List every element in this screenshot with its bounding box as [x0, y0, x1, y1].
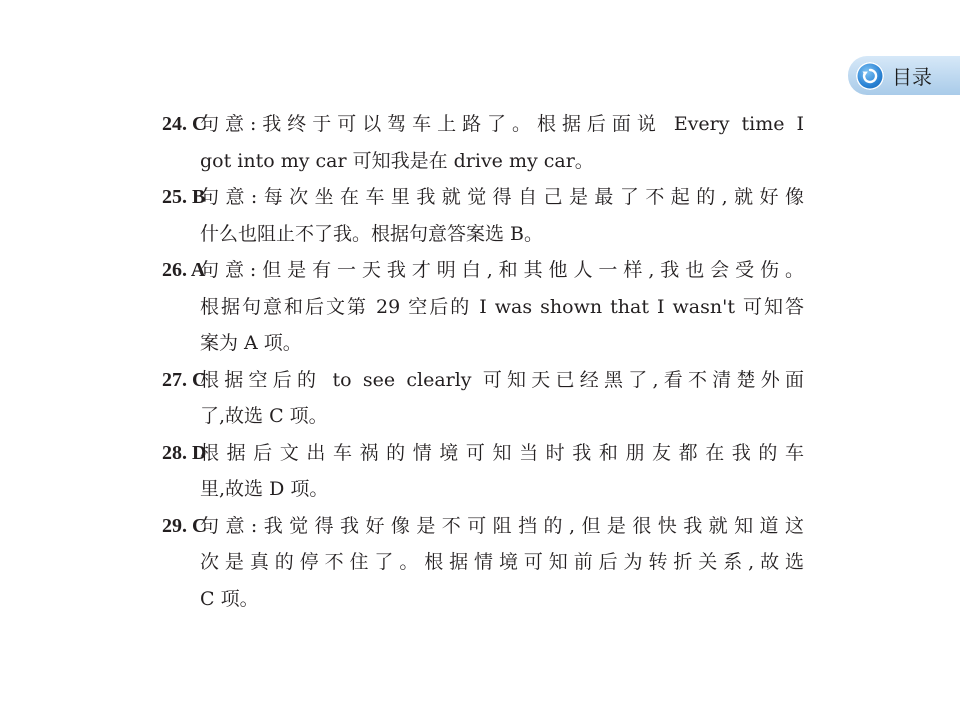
- answer-number: 25. B: [162, 186, 206, 208]
- answer-line: 次是真的停不住了。根据情境可知前后为转折关系,故选: [200, 551, 804, 573]
- answer-line: 根据句意和后文第 29 空后的 I was shown that I wasn't 可知答: [200, 295, 804, 318]
- answer-item-25: [162, 179, 804, 252]
- answer-line: 句意:每次坐在车里我就觉得自己是最了不起的,就好像: [200, 186, 804, 208]
- answer-number: 26. A: [162, 259, 206, 281]
- answer-item-28: [162, 435, 804, 508]
- answer-line: 句意:但是有一天我才明白,和其他人一样,我也会受伤。: [200, 259, 804, 281]
- answer-line: 根据空后的 to see clearly 可知天已经黑了,看不清楚外面: [200, 368, 804, 391]
- answer-number: 28. D: [162, 441, 207, 464]
- answer-line: 里,故选 D 项。: [200, 478, 329, 500]
- answer-number: 27. C: [162, 368, 207, 391]
- answer-item-26: [162, 252, 804, 362]
- answer-number: 24. C: [162, 113, 207, 135]
- answer-item-24: [162, 106, 804, 179]
- answer-list: [162, 106, 804, 617]
- answer-line: got into my car 可知我是在 drive my car。: [200, 149, 594, 172]
- answer-number: 29. C: [162, 514, 207, 537]
- answer-line: 句意:我觉得我好像是不可阻挡的,但是很快我就知道这: [200, 514, 804, 537]
- answer-line: 案为 A 项。: [200, 332, 302, 354]
- toc-label: 目录: [892, 65, 932, 89]
- answer-item-27: [162, 362, 804, 435]
- refresh-circle-icon: [856, 62, 884, 90]
- answer-line: 什么也阻止不了我。根据句意答案选 B。: [200, 222, 544, 245]
- answer-line: 句意:我终于可以驾车上路了。根据后面说 Every time I: [200, 113, 804, 135]
- answer-item-29: [162, 508, 804, 618]
- answer-line: 了,故选 C 项。: [200, 405, 328, 427]
- answer-line: 根据后文出车祸的情境可知当时我和朋友都在我的车: [200, 441, 804, 464]
- answer-line: C 项。: [200, 587, 259, 610]
- toc-button[interactable]: [848, 56, 960, 95]
